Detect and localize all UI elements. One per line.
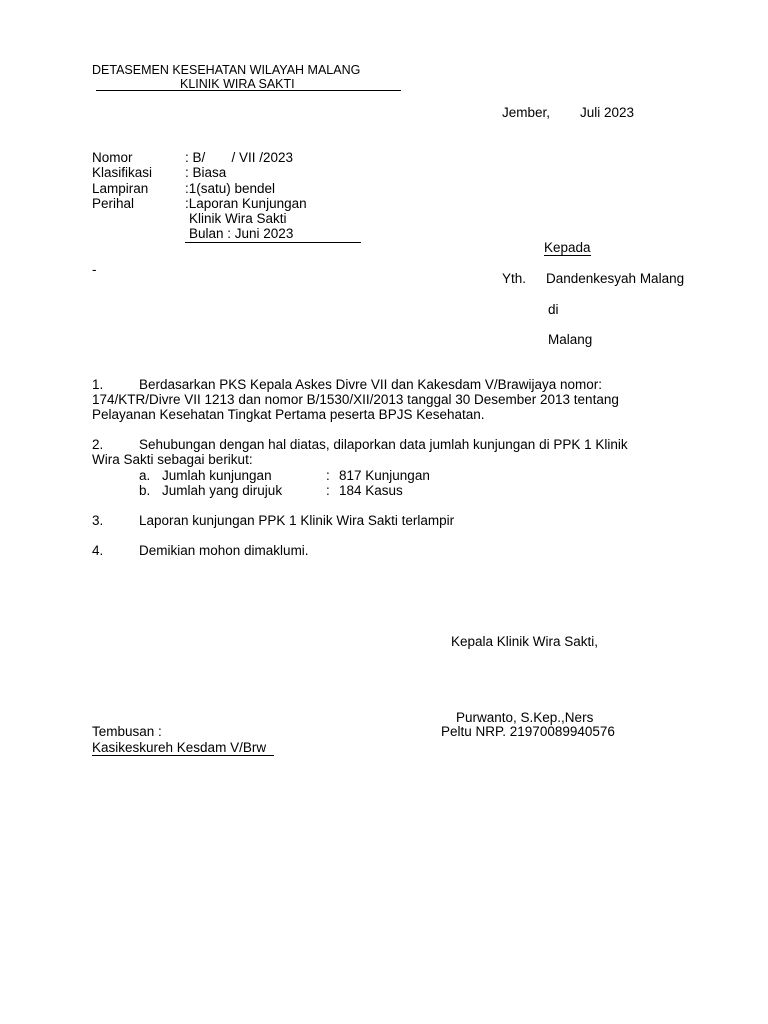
recipient-city: Malang xyxy=(548,332,593,347)
lampiran-value: :1(satu) bendel xyxy=(185,181,276,196)
para-1-line-1: Berdasarkan PKS Kepala Askes Divre VII dan Kakesdam V/Brawijaya nomor: xyxy=(139,377,602,392)
nomor-label: Nomor xyxy=(92,150,133,165)
cc-recipient: Kasikeskureh Kesdam V/Brw xyxy=(92,740,274,756)
item-b-letter: b. xyxy=(139,483,151,498)
item-a-label: Jumlah kunjungan xyxy=(162,468,272,483)
para-3-text: Laporan kunjungan PPK 1 Klinik Wira Sakti terlampir xyxy=(139,513,455,528)
klasifikasi-label: Klasifikasi xyxy=(92,165,153,180)
perihal-underline xyxy=(185,242,361,243)
recipient-name: Dandenkesyah Malang xyxy=(546,271,685,286)
para-3-number: 3. xyxy=(92,513,104,528)
item-a-value: 817 Kunjungan xyxy=(339,468,430,483)
para-1-line-3: Pelayanan Kesehatan Tingkat Pertama peserta BPJS Kesehatan. xyxy=(92,407,485,422)
para-4-text: Demikian mohon dimaklumi. xyxy=(139,543,309,558)
perihal-line-2: Klinik Wira Sakti xyxy=(189,211,287,226)
para-2-line-1: Sehubungan dengan hal diatas, dilaporkan data jumlah kunjungan di PPK 1 Klinik xyxy=(139,437,628,452)
para-4-number: 4. xyxy=(92,543,104,558)
cc-label: Tembusan : xyxy=(92,724,162,739)
perihal-line-1: :Laporan Kunjungan xyxy=(185,196,307,211)
signatory-title: Kepala Klinik Wira Sakti, xyxy=(451,634,599,649)
signatory-name: Purwanto, S.Kep.,Ners xyxy=(456,710,594,725)
unit-name: DETASEMEN KESEHATAN WILAYAH MALANG xyxy=(92,63,361,77)
para-2-number: 2. xyxy=(92,437,104,452)
item-a-sep: : xyxy=(326,468,330,483)
header-underline xyxy=(96,90,401,91)
item-b-label: Jumlah yang dirujuk xyxy=(162,483,283,498)
item-b-sep: : xyxy=(326,483,330,498)
para-1-number: 1. xyxy=(92,377,104,392)
item-b-value: 184 Kasus xyxy=(339,483,403,498)
yth-label: Yth. xyxy=(502,271,527,286)
signatory-nrp: Peltu NRP. 21970089940576 xyxy=(441,724,615,739)
recipient-di: di xyxy=(548,302,559,317)
para-2-line-2: Wira Sakti sebagai berikut: xyxy=(92,452,253,467)
letter-city: Jember, xyxy=(502,105,551,120)
klasifikasi-value: : Biasa xyxy=(185,165,227,180)
perihal-line-3: Bulan : Juni 2023 xyxy=(189,226,294,241)
item-a-letter: a. xyxy=(139,468,151,483)
para-1-line-2: 174/KTR/Divre VII 1213 dan nomor B/1530/XII/2013 tanggal 30 Desember 2013 tentang xyxy=(92,392,619,407)
lampiran-label: Lampiran xyxy=(92,181,149,196)
clinic-name: KLINIK WIRA SAKTI xyxy=(180,77,295,91)
nomor-value: : B/ / VII /2023 xyxy=(185,150,294,165)
kepada-label: Kepada xyxy=(544,240,591,255)
perihal-label: Perihal xyxy=(92,196,135,211)
stray-dash: - xyxy=(92,262,97,277)
letter-date: Juli 2023 xyxy=(580,105,635,120)
